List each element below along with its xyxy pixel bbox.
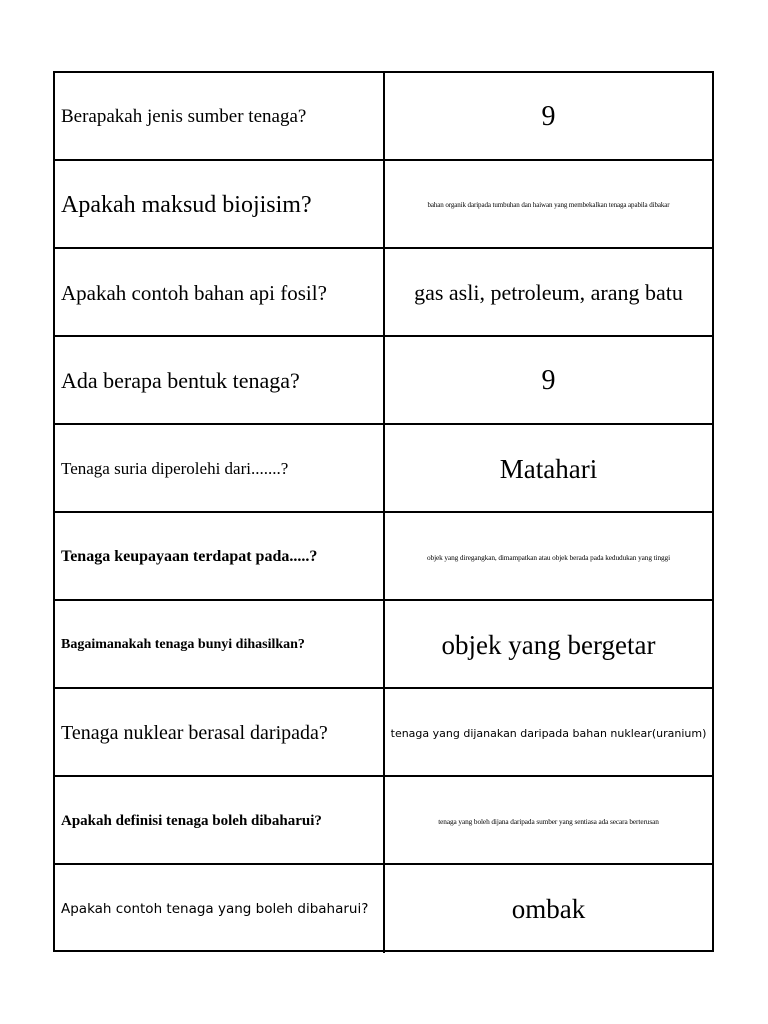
table-row	[55, 161, 712, 249]
question-cell: Tenaga suria diperolehi dari.......?	[55, 425, 385, 513]
flashcard-table	[53, 71, 714, 952]
answer-cell: 9	[541, 365, 556, 396]
question-cell: Apakah maksud biojisim?	[55, 161, 385, 249]
table-row	[55, 425, 712, 513]
answer-cell: bahan organik daripada tumbuhan dan haiwan yang membekalkan tenaga apabila dibakar	[427, 201, 670, 209]
answer-cell: tenaga yang dijanakan daripada bahan nuklear(uranium)	[390, 726, 707, 740]
answer-cell: Matahari	[499, 453, 598, 484]
table-row	[55, 689, 712, 777]
answer-cell: 9	[541, 101, 556, 132]
table-row	[55, 73, 712, 161]
question-cell: Ada berapa bentuk tenaga?	[55, 337, 385, 425]
question-cell: Apakah contoh bahan api fosil?	[55, 249, 385, 337]
table-row	[55, 865, 712, 953]
question-cell: Tenaga keupayaan terdapat pada.....?	[55, 513, 385, 601]
table-row	[55, 249, 712, 337]
table-row	[55, 601, 712, 689]
answer-cell: objek yang diregangkan, dimampatkan atau objek berada pada kedudukan yang tinggi	[426, 552, 671, 562]
question-cell: Apakah definisi tenaga boleh dibaharui?	[55, 777, 385, 865]
question-cell: Tenaga nuklear berasal daripada?	[55, 689, 385, 777]
question-cell: Berapakah jenis sumber tenaga?	[55, 73, 385, 161]
answer-cell: ombak	[511, 893, 586, 924]
question-cell: Apakah contoh tenaga yang boleh dibaharui?	[55, 865, 385, 953]
table-row	[55, 337, 712, 425]
answer-cell: tenaga yang boleh dijana daripada sumber yang sentiasa ada secara berterusan	[438, 816, 659, 826]
table-row	[55, 777, 712, 865]
answer-cell: objek yang bergetar	[441, 629, 656, 660]
table-row	[55, 513, 712, 601]
answer-cell: gas asli, petroleum, arang batu	[414, 280, 683, 305]
question-cell: Bagaimanakah tenaga bunyi dihasilkan?	[55, 601, 385, 689]
